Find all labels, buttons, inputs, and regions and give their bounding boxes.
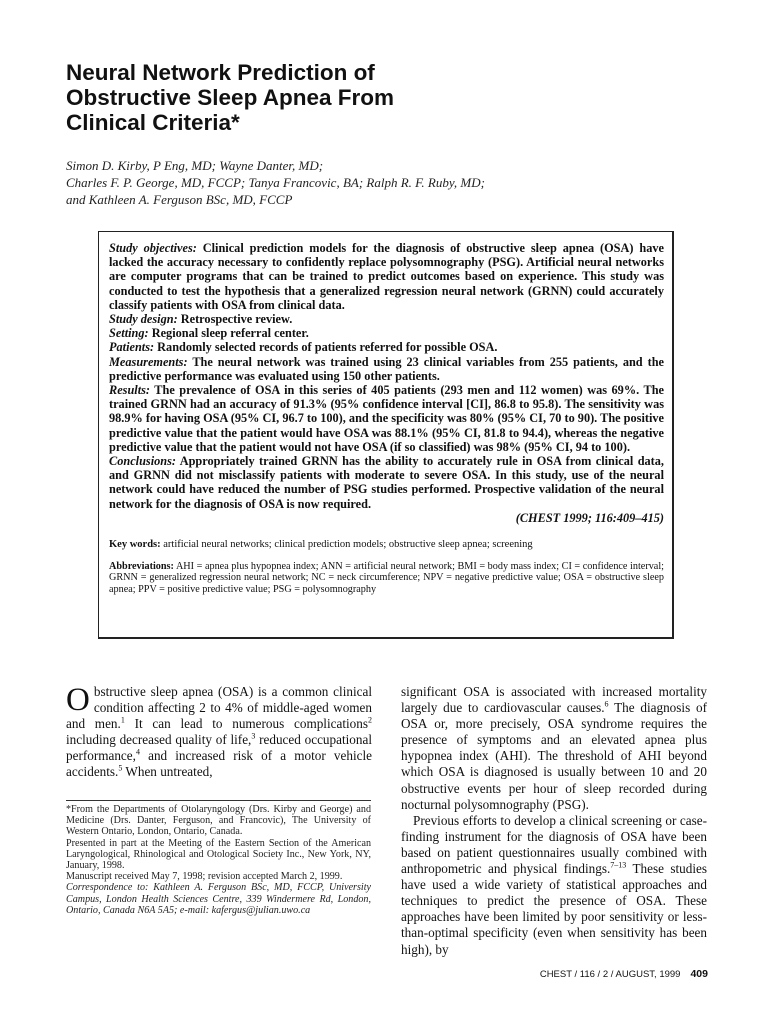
patients-text: Randomly selected records of patients referred for possible OSA.: [157, 340, 498, 355]
abstract-box: [98, 231, 674, 639]
results-text: The prevalence of OSA in this series of 405 patients (293 men and 112 women) was 69%. The trained GRNN had an accuracy of 91.3% (95% confidence interval [CI], 86.8 to 95.8). The sensitivity was 98.9% for having OSA (95% CI, 96.7 to 100), and the specificity was 80% (95% CI, 70 to 90). The positive predictive value that the patient would have OSA was 88.1% (95% CI, 81.8 to 94.4), whereas the negative predictive value that the patient would not have OSA (if so classified) was 98% (95% CI, 94 to 100).: [109, 383, 664, 454]
abstract-body: [109, 241, 664, 525]
footnote-divider: [66, 800, 371, 801]
footnote-presented: Presented in part at the Meeting of the Eastern Section of the American Laryngological, Rhinological and Otological Society Inc., New York, NY, January, 1998.: [66, 837, 371, 872]
abstract-objectives: [109, 241, 664, 312]
right-paragraph-2: [401, 813, 707, 958]
keywords-text: artificial neural networks; clinical prediction models; obstructive sleep apnea; screening: [163, 539, 533, 551]
abbrev-label: Abbreviations:: [109, 560, 174, 572]
author-list: [66, 157, 706, 208]
page-footer: [460, 968, 708, 980]
measurements-label: Measurements:: [109, 354, 188, 369]
abstract-conclusions: [109, 454, 664, 511]
intro-text-a: bstructive sleep apnea (OSA) is a common clinical condition affecting 2 to 4% of middle-aged women and men.: [66, 684, 372, 732]
objectives-text: Clinical prediction models for the diagnosis of obstructive sleep apnea (OSA) have lacked the accuracy necessary to confidently replace polysomnography (PSG). Artificial neural networks are computer programs that can be trained to predict outcomes based on experience. This study was conducted to test the hypothesis that a generalized regression neural network (GRNN) could accurately classify patients with OSA from clinical data.: [109, 241, 664, 312]
title-line-2: Obstructive Sleep Apnea From: [66, 85, 394, 110]
ref-3: 3: [251, 731, 256, 741]
footnote-correspondence: Correspondence to: Kathleen A. Ferguson BSc, MD, FCCP, University Campus, London Health Sciences Centre, 339 Windermere Rd, London, Ontario, Canada N6A 5A5; e-mail: kafergus@julian.uwo.ca: [66, 882, 371, 916]
measurements-text: The neural network was trained using 23 clinical variables from 255 patients, and the predictive performance was evaluated using 150 other patients.: [109, 354, 664, 383]
ref-2: 2: [368, 715, 372, 725]
intro-text-e: and increased risk of a motor vehicle accidents.: [66, 748, 372, 780]
article-title: [66, 60, 686, 135]
journal-issue: CHEST / 116 / 2 / AUGUST, 1999: [539, 969, 681, 980]
page-number: 409: [690, 968, 708, 980]
abbrev-text: AHI = apnea plus hypopnea index; ANN = artificial neural network; BMI = body mass index; CI = confidence interval; GRNN = generalized regression neural network; NC = neck circumference; NPV = negative predictive value; OSA = obstructive sleep apnea; PPV = positive predictive value; PSG = polysomnography: [109, 560, 664, 595]
right-p2-text-a: Previous efforts to develop a clinical screening or case-finding instrument for the diagnosis of OSA have been based on patient questionnaires usually combined with anthropometric and physical findings.: [401, 812, 707, 877]
setting-text: Regional sleep referral center.: [151, 326, 309, 341]
design-text: Retrospective review.: [180, 312, 293, 327]
abstract-patients: [109, 340, 664, 354]
ref-1: 1: [120, 715, 125, 725]
abstract-design: [109, 312, 664, 326]
ref-4: 4: [135, 747, 140, 757]
body-column-right: [401, 684, 707, 958]
footnote-affiliation: *From the Departments of Otolaryngology (Drs. Kirby and George) and Medicine (Drs. Danter, Ferguson, and Francovic), The University of Western Ontario, London, Ontario, Canada.: [66, 804, 371, 838]
drop-cap: O: [66, 682, 90, 718]
footnotes: [66, 804, 371, 916]
abstract-results: [109, 383, 664, 454]
title-line-1: Neural Network Prediction of: [66, 60, 375, 85]
authors-line-1: Simon D. Kirby, P Eng, MD; Wayne Danter, MD;: [66, 158, 324, 173]
abstract-citation: (CHEST 1999; 116:409–415): [515, 510, 664, 525]
authors-line-3: and Kathleen A. Ferguson BSc, MD, FCCP: [66, 192, 293, 207]
right-paragraph-1: [401, 684, 707, 813]
design-label: Study design:: [109, 312, 178, 327]
intro-text-f: When untreated,: [122, 764, 213, 780]
objectives-label: Study objectives:: [109, 241, 197, 255]
right-p1-text-a: significant OSA is associated with increased mortality largely due to cardiovascular causes.: [401, 684, 707, 716]
title-line-3: Clinical Criteria*: [66, 110, 240, 135]
patients-label: Patients:: [109, 340, 155, 355]
footnote-manuscript: Manuscript received May 7, 1998; revision accepted March 2, 1999.: [66, 871, 343, 883]
right-p1-text-b: The diagnosis of OSA or, more precisely, OSA syndrome requires the presence of symptoms and an elevated apnea plus hypopnea index (AHI). The threshold of AHI beyond which OSA is diagnosed is usually between 10 and 20 obstructive events per hour of sleep recorded during nocturnal polysomnography (PSG).: [401, 700, 707, 812]
intro-text-c: including decreased quality of life,: [66, 732, 252, 748]
ref-5: 5: [118, 764, 123, 774]
key-words: [109, 539, 664, 552]
abbreviations: [109, 561, 664, 596]
intro-paragraph: [66, 684, 372, 781]
authors-line-2: Charles F. P. George, MD, FCCP; Tanya Francovic, BA; Ralph R. F. Ruby, MD;: [66, 175, 485, 190]
body-column-left: [66, 684, 372, 781]
setting-label: Setting:: [109, 326, 149, 341]
abstract-measurements: [109, 355, 664, 383]
abstract-setting: [109, 326, 664, 340]
right-p2-text-b: These studies have used a wide variety of statistical approaches and techniques to predict the presence of OSA. These approaches have been limited by poor sensitivity or less-than-optimal specificity (even when sensitivity has been high), by: [401, 861, 707, 957]
intro-text-d: reduced occupational performance,: [66, 732, 373, 764]
intro-text-b: It can lead to numerous complications: [124, 716, 368, 732]
conclusions-text: Appropriately trained GRNN has the ability to accurately rule in OSA from clinical data, and GRNN did not misclassify patients with moderate to severe OSA. In this study, use of the neural network could have reduced the number of PSG studies performed. Prospective validation of the neural network for the diagnosis of OSA is now required.: [109, 454, 664, 511]
keywords-label: Key words:: [109, 539, 161, 551]
conclusions-label: Conclusions:: [109, 454, 176, 469]
ref-6: 6: [604, 699, 609, 709]
results-label: Results:: [109, 383, 150, 398]
ref-7-13: 7–13: [610, 860, 627, 870]
